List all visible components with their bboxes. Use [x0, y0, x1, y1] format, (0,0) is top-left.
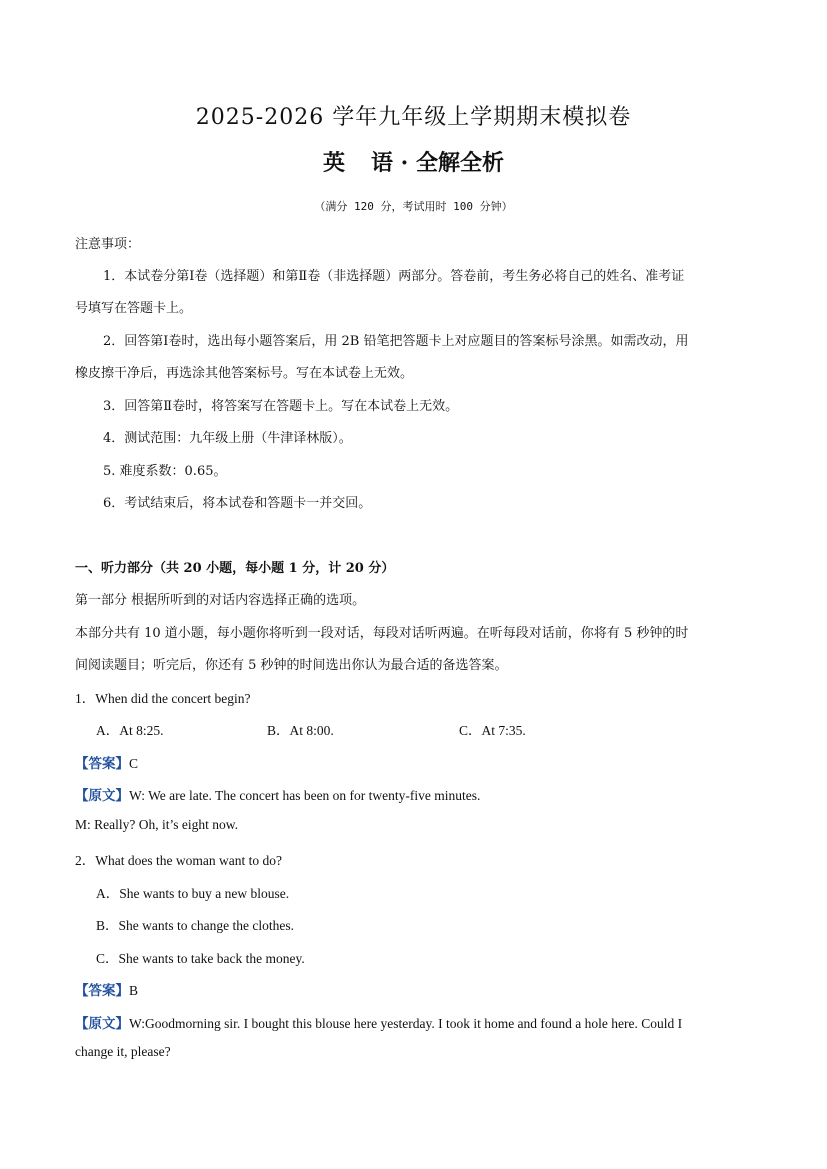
- script-text: W: We are late. The concert has been on for twenty-five minutes.: [129, 788, 481, 803]
- answer-tag: 【答案】: [75, 756, 129, 771]
- question-1-option-b: B．At 8:00.: [267, 723, 334, 738]
- question-2-option-c: C．She wants to take back the money.: [96, 951, 305, 966]
- notice-item-1-line-2: 号填写在答题卡上。: [75, 301, 193, 316]
- part-title: 第一部分 根据所听到的对话内容选择正确的选项。: [75, 593, 366, 608]
- notice-heading: 注意事项：: [75, 237, 141, 252]
- question-1-option-a: A．At 8:25.: [96, 723, 164, 738]
- subtitle-right: 语 · 全解全析: [371, 150, 504, 176]
- answer-value: B: [129, 983, 139, 998]
- notice-item-6: 6．考试结束后，将本试卷和答题卡一并交回。: [103, 496, 372, 511]
- notice-item-2-line-2: 橡皮擦干净后，再选涂其他答案标号。写在本试卷上无效。: [75, 366, 414, 381]
- notice-item-1-line-1: 1．本试卷分第Ⅰ卷（选择题）和第Ⅱ卷（非选择题）两部分。答卷前，考生务必将自己的姓名、准考证: [103, 269, 685, 284]
- section-heading: 一、听力部分（共 20 小题，每小题 1 分，计 20 分）: [75, 561, 395, 576]
- question-1-stem: 1．When did the concert begin?: [75, 691, 251, 706]
- part-intro-line-2: 间阅读题目；听完后，你还有 5 秒钟的时间选出你认为最合适的备选答案。: [75, 658, 508, 673]
- subtitle-left: 英: [323, 150, 346, 176]
- page-title: 2025-2026 学年九年级上学期期末模拟卷: [195, 105, 632, 130]
- script-text: W:Goodmorning sir. I bought this blouse here yesterday. I took it home and found a hole here. Could I: [129, 1016, 683, 1031]
- script-tag: 【原文】: [75, 1016, 129, 1031]
- notice-item-2-line-1: 2．回答第Ⅰ卷时，选出每小题答案后，用 2B 铅笔把答题卡上对应题目的答案标号涂黑。如需改动，用: [103, 334, 689, 349]
- question-2-option-a: A．She wants to buy a new blouse.: [96, 886, 290, 901]
- question-2-option-b: B．She wants to change the clothes.: [96, 918, 294, 933]
- question-1-script-line-1: [75, 784, 480, 804]
- question-1-script-line-2: M: Really? Oh, it’s eight now.: [75, 817, 238, 832]
- question-2-answer: [75, 979, 138, 999]
- question-1-option-c: C．At 7:35.: [459, 723, 526, 738]
- script-tag: 【原文】: [75, 788, 129, 803]
- question-2-script-line-1: [75, 1012, 682, 1032]
- exam-meta: （满分 120 分，考试用时 100 分钟）: [314, 200, 513, 213]
- answer-value: C: [129, 756, 139, 771]
- question-2-stem: 2．What does the woman want to do?: [75, 853, 282, 868]
- notice-item-4: 4．测试范围：九年级上册（牛津译林版）。: [103, 431, 352, 446]
- question-2-script-line-2: change it, please?: [75, 1044, 171, 1059]
- notice-item-5: 5. 难度系数：0.65。: [103, 464, 227, 479]
- question-1-answer: [75, 752, 138, 772]
- notice-item-3: 3．回答第Ⅱ卷时，将答案写在答题卡上。写在本试卷上无效。: [103, 399, 459, 414]
- answer-tag: 【答案】: [75, 983, 129, 998]
- page-subtitle: [0, 146, 827, 177]
- part-intro-line-1: 本部分共有 10 道小题，每小题你将听到一段对话，每段对话听两遍。在听每段对话前，你将有 5 秒钟的时: [75, 626, 689, 641]
